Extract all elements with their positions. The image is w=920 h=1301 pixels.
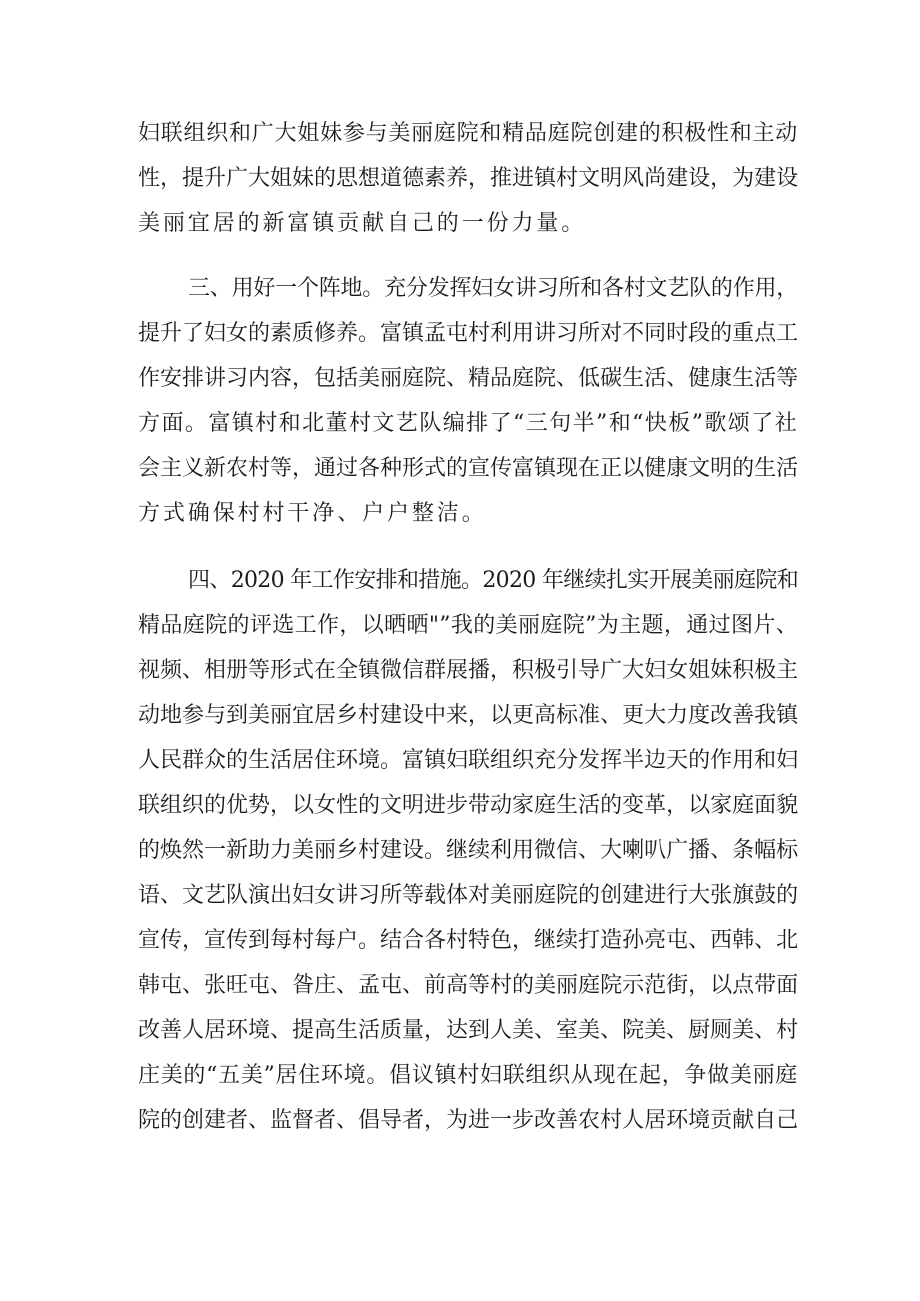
paragraph-line: 庄美的“五美”居住环境。倡议镇村妇联组织从现在起，争做美丽庭: [138, 1063, 798, 1088]
paragraph-line: 韩屯、张旺屯、昝庄、孟屯、前高等村的美丽庭院示范街，以点带面: [138, 973, 798, 998]
paragraph-line: 方式确保村村干净、户户整洁。: [138, 501, 487, 526]
paragraph-line: 动地参与到美丽宜居乡村建设中来，以更高标准、更大力度改善我镇: [138, 703, 798, 728]
paragraph-line: 精品庭院的评选工作，以晒晒"”我的美丽庭院”为主题，通过图片、: [138, 613, 798, 638]
paragraph-line: 作安排讲习内容，包括美丽庭院、精品庭院、低碳生活、健康生活等: [138, 366, 798, 391]
paragraph-line: 妇联组织和广大姐妹参与美丽庭院和精品庭院创建的积极性和主动: [138, 121, 798, 146]
paragraph-line: 提升了妇女的素质修养。富镇孟屯村利用讲习所对不同时段的重点工: [138, 321, 798, 346]
paragraph-line: 院的创建者、监督者、倡导者，为进一步改善农村人居环境贡献自己: [138, 1108, 798, 1133]
paragraph-line: 视频、相册等形式在全镇微信群展播，积极引导广大妇女姐妹积极主: [138, 658, 798, 683]
paragraph-line: 改善人居环境、提高生活质量，达到人美、室美、院美、厨厕美、村: [138, 1018, 798, 1043]
paragraph-line: 性，提升广大姐妹的思想道德素养，推进镇村文明风尚建设，为建设: [138, 166, 798, 191]
paragraph-line: 联组织的优势，以女性的文明进步带动家庭生活的变革，以家庭面貌: [138, 793, 798, 818]
paragraph-line: 语、文艺队演出妇女讲习所等载体对美丽庭院的创建进行大张旗鼓的: [138, 883, 798, 908]
paragraph-line: 三、用好一个阵地。充分发挥妇女讲习所和各村文艺队的作用，: [188, 276, 798, 301]
paragraph-line: 美丽宜居的新富镇贡献自己的一份力量。: [138, 211, 587, 236]
paragraph-line: 方面。富镇村和北董村文艺队编排了“三句半”和“快板”歌颂了社: [138, 411, 798, 436]
paragraph-line: 会主义新农村等，通过各种形式的宣传富镇现在正以健康文明的生活: [138, 456, 798, 481]
paragraph-line: 四、2020 年工作安排和措施。2020 年继续扎实开展美丽庭院和: [188, 568, 798, 593]
paragraph-line: 宣传，宣传到每村每户。结合各村特色，继续打造孙亮屯、西韩、北: [138, 928, 798, 953]
paragraph-line: 的焕然一新助力美丽乡村建设。继续利用微信、大喇叭广播、条幅标: [138, 838, 798, 863]
paragraph-line: 人民群众的生活居住环境。富镇妇联组织充分发挥半边天的作用和妇: [138, 748, 798, 773]
